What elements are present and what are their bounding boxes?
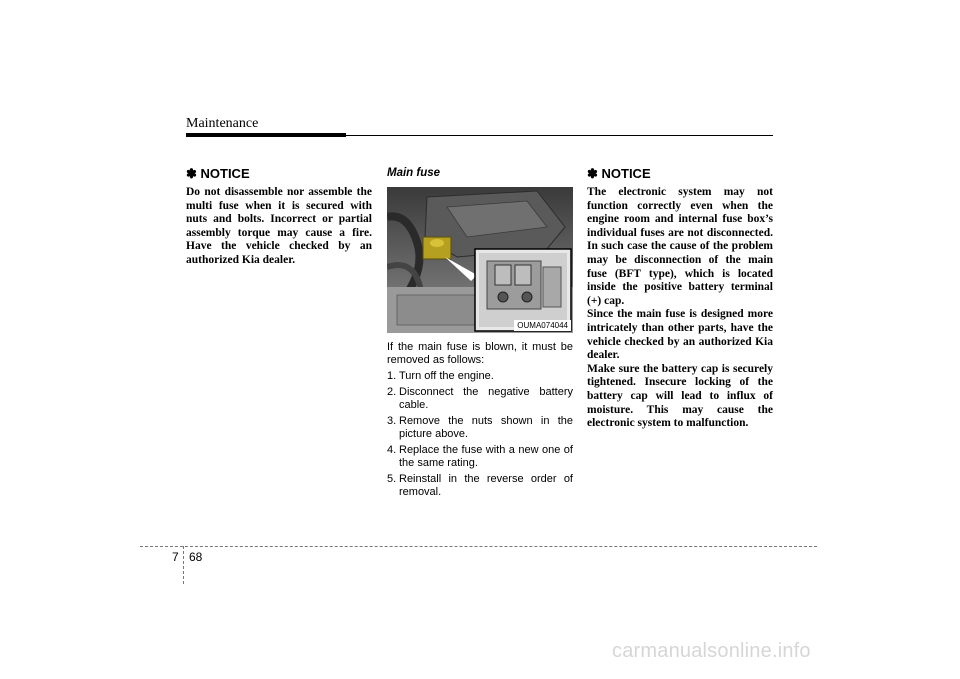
figure-code: OUMA074044 bbox=[514, 320, 571, 331]
notice-text bbox=[587, 186, 773, 431]
engine-bay-photo bbox=[387, 187, 573, 333]
list-item: 5. Reinstall in the reverse order of removal. bbox=[387, 473, 573, 498]
watermark-text: carmanualsonline.info bbox=[612, 640, 811, 662]
list-item: 1. Turn off the engine. bbox=[387, 370, 494, 382]
notice-paragraph: The electronic system may not function correctly even when the engine room and internal fuse box’s individual fuses are not disconnected. In such case the cause of the problem may be disconnection of the main fuse (BFT type), which is located inside the positive battery terminal (+) cap. bbox=[587, 186, 773, 307]
footer-dashed-rule bbox=[140, 546, 817, 547]
main-fuse-column bbox=[387, 166, 573, 502]
engine-bay-illustration bbox=[387, 187, 573, 333]
removal-steps-list bbox=[387, 370, 573, 499]
page-number: 68 bbox=[189, 550, 203, 564]
left-notice-column bbox=[186, 166, 372, 268]
main-fuse-heading: Main fuse bbox=[387, 167, 441, 179]
list-item: 4. Replace the fuse with a new one of the same rating. bbox=[387, 444, 573, 469]
list-item: 3. Remove the nuts shown in the picture above. bbox=[387, 415, 573, 440]
notice-heading: ✽ NOTICE bbox=[587, 166, 651, 181]
main-fuse-intro: If the main fuse is blown, it must be removed as follows: bbox=[387, 341, 573, 366]
notice-heading: ✽ NOTICE bbox=[186, 166, 250, 181]
footer-vertical-rule bbox=[183, 546, 184, 584]
header-rule-thick bbox=[186, 133, 346, 137]
right-notice-column bbox=[587, 166, 773, 431]
list-item: 2. Disconnect the negative battery cable. bbox=[387, 386, 573, 411]
chapter-number: 7 bbox=[172, 550, 179, 564]
notice-paragraph: Since the main fuse is designed more intricately than other parts, have the vehicle checked by an authorized Kia dealer. bbox=[587, 308, 773, 362]
header-rule-thin bbox=[346, 135, 773, 136]
page-section-title: Maintenance bbox=[186, 116, 259, 131]
notice-text: Do not disassemble nor assemble the multi fuse when it is secured with nuts and bolts. Incorrect or partial assembly torque may cause a fire. Have the vehicle checked by an authorized Kia dealer. bbox=[186, 186, 372, 266]
notice-paragraph: Make sure the battery cap is securely tightened. Insecure locking of the battery cap will lead to influx of moisture. This may cause the electronic system to malfunction. bbox=[587, 362, 773, 430]
